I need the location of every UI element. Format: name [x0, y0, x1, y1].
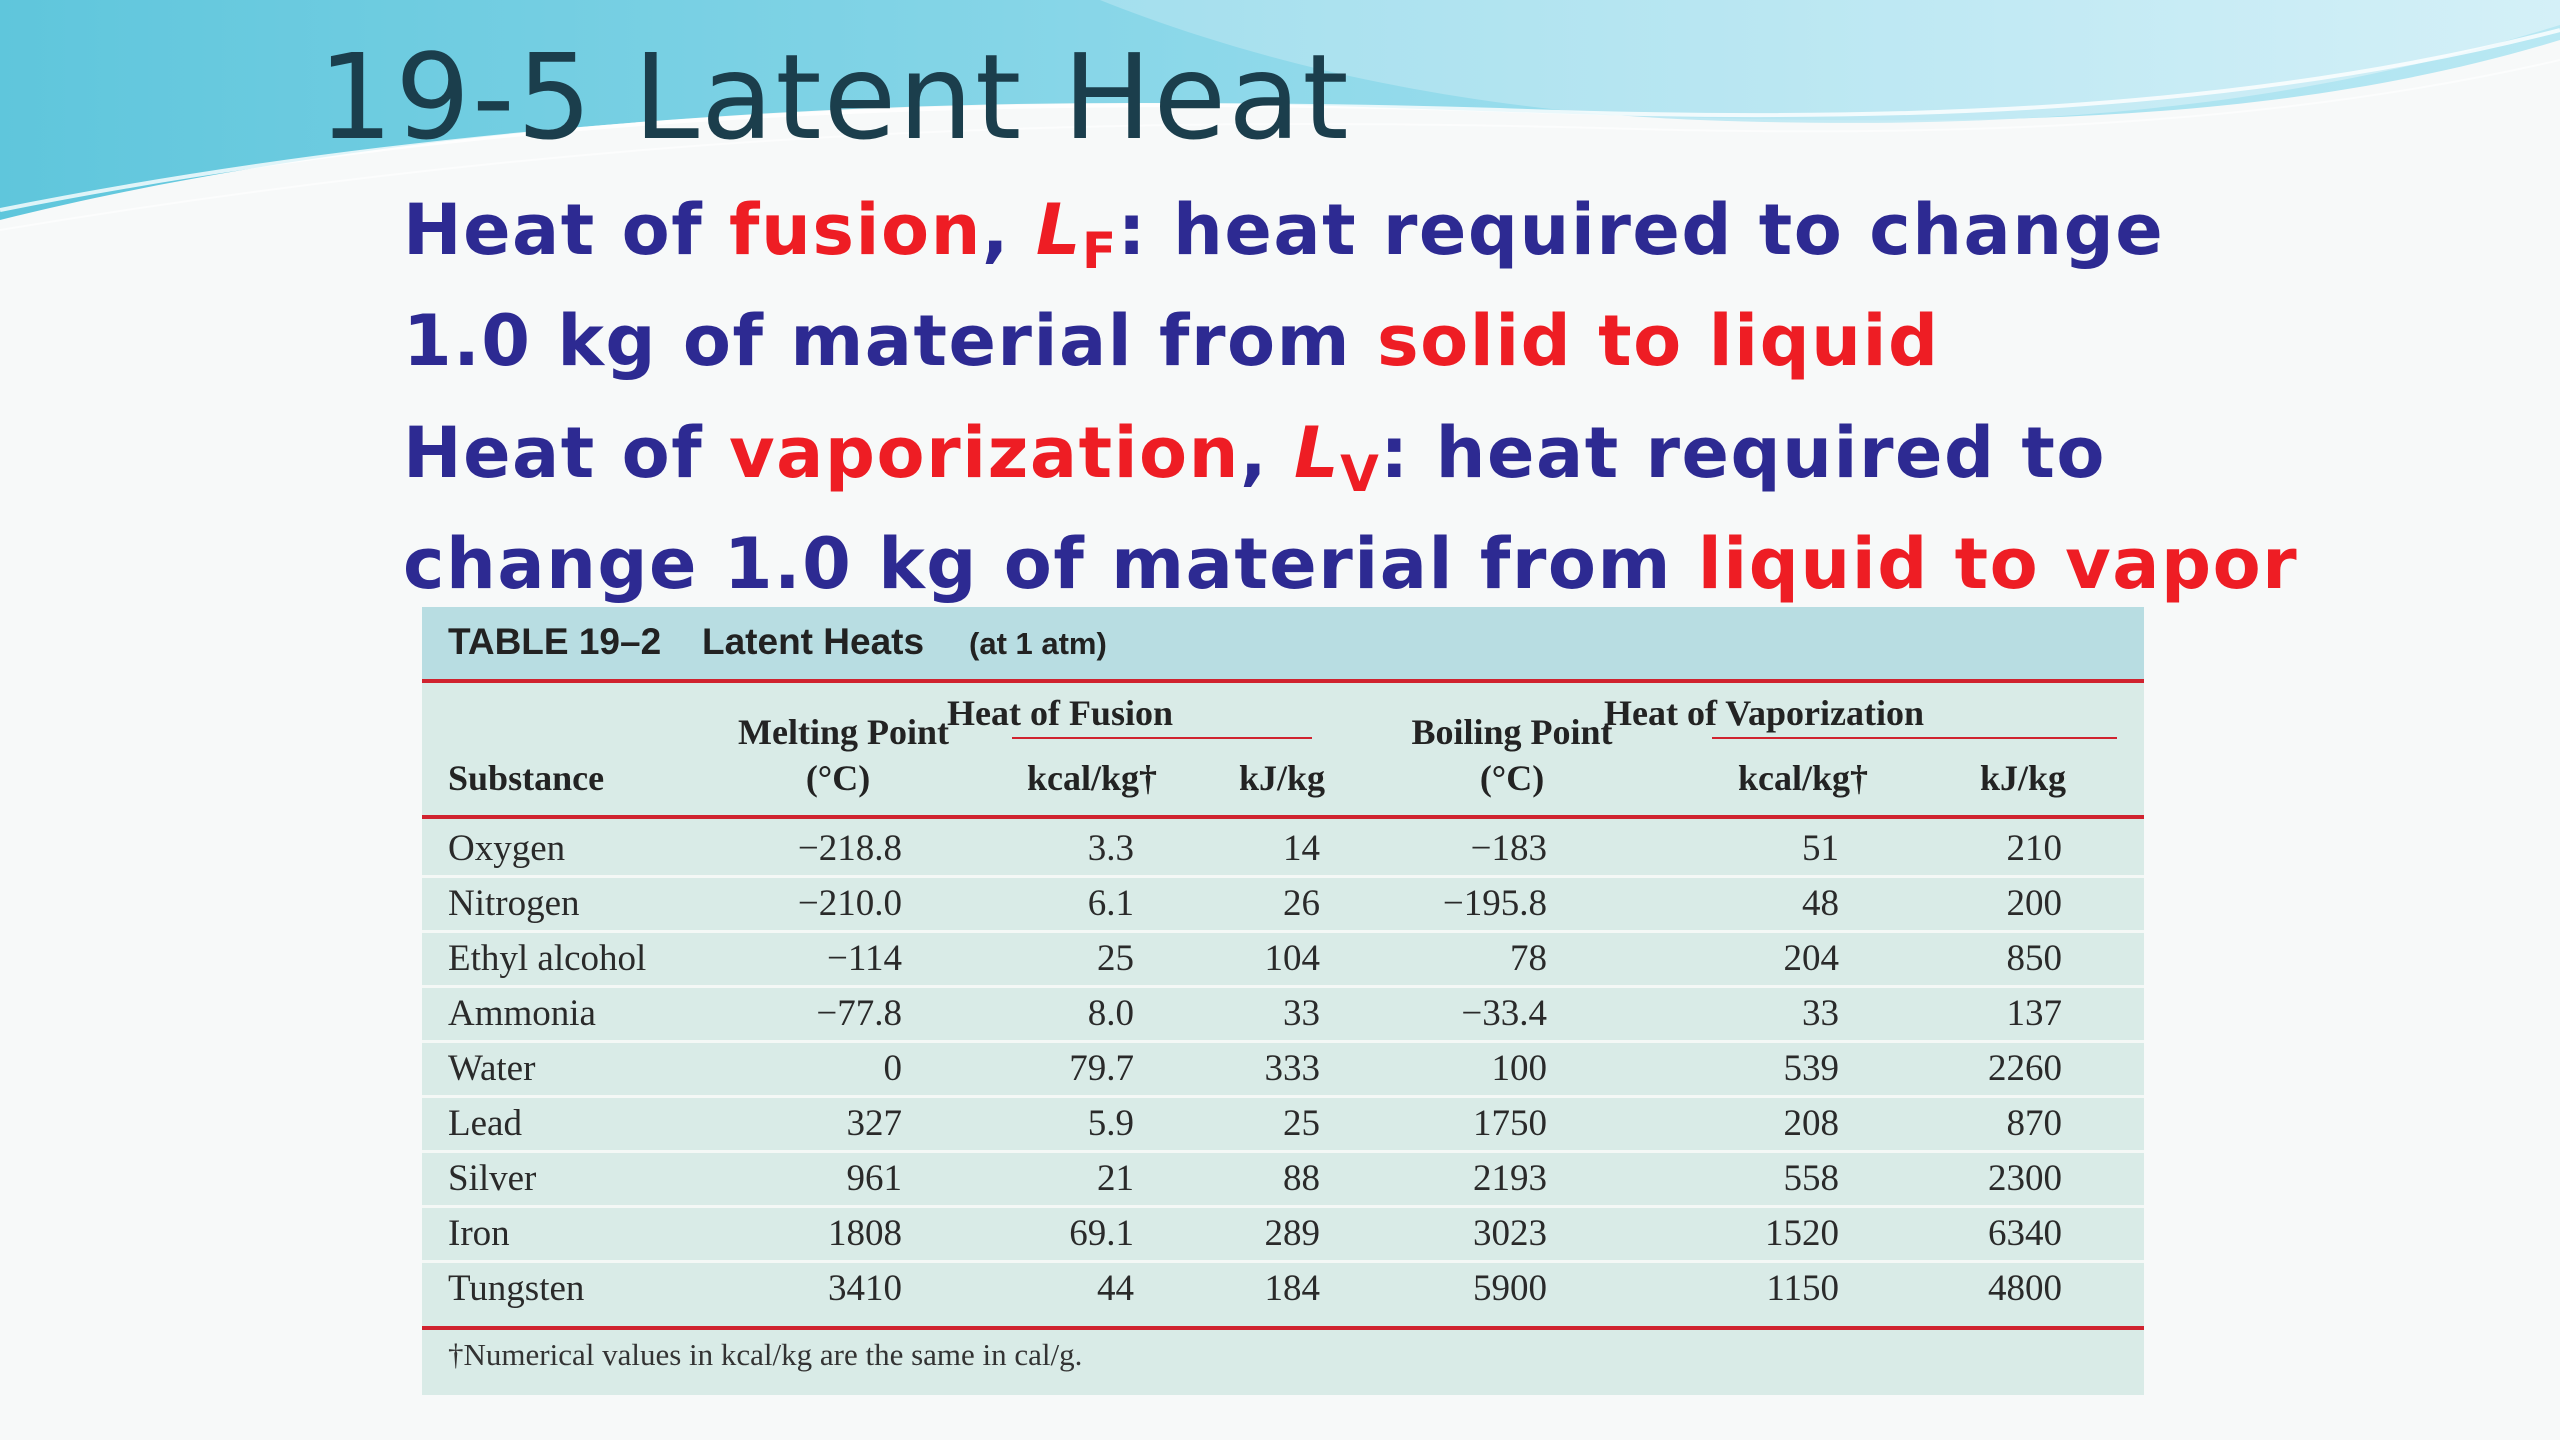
- slide-title: 19-5 Latent Heat: [318, 28, 1351, 166]
- header-boiling-1: Boiling Point: [1411, 712, 1613, 752]
- cell-fus-kj: 26: [1283, 883, 1320, 924]
- vapor-text-4: change 1.0 kg of material from: [403, 523, 1698, 605]
- vapor-text-2: ,: [1240, 412, 1294, 494]
- fusion-keyword: fusion: [729, 189, 982, 271]
- cell-fus-kcal: 8.0: [1087, 993, 1134, 1034]
- cell-vap-kcal: 1520: [1765, 1213, 1839, 1254]
- cell-melting: 961: [846, 1158, 902, 1199]
- cell-fus-kj: 289: [1264, 1213, 1320, 1254]
- cell-fus-kcal: 21: [1097, 1158, 1134, 1199]
- cell-vap-kcal: 1150: [1766, 1268, 1839, 1309]
- fusion-text-3: : heat required to change: [1117, 189, 2165, 271]
- cell-boiling: −183: [1470, 828, 1547, 869]
- cell-fus-kj: 14: [1283, 828, 1320, 869]
- header-boiling-2: (°C): [1479, 758, 1545, 798]
- cell-fus-kj: 104: [1264, 938, 1320, 979]
- cell-vap-kcal: 208: [1783, 1103, 1839, 1144]
- fusion-symbol-subscript: F: [1082, 222, 1118, 280]
- cell-substance: Tungsten: [448, 1268, 585, 1309]
- cell-vap-kj: 2300: [1988, 1158, 2062, 1199]
- cell-substance: Oxygen: [448, 828, 566, 869]
- cell-fus-kj: 33: [1283, 993, 1320, 1034]
- table-footnote: †Numerical values in kcal/kg are the same in cal/g.: [448, 1337, 1083, 1372]
- header-melting-2: (°C): [805, 758, 871, 798]
- vapor-phase-change: liquid to vapor: [1697, 523, 2299, 605]
- cell-vap-kcal: 48: [1802, 883, 1839, 924]
- table-caption: [422, 607, 2144, 679]
- cell-boiling: 100: [1491, 1048, 1547, 1089]
- vapor-text-1: Heat of: [403, 412, 730, 494]
- fusion-symbol: [1035, 189, 1118, 280]
- cell-vap-kcal: 558: [1783, 1158, 1839, 1199]
- cell-melting: 0: [883, 1048, 902, 1089]
- caption-divider: [422, 679, 2144, 683]
- table-label: TABLE 19–2: [448, 621, 662, 662]
- header-fusion-kj: kJ/kg: [1239, 758, 1326, 798]
- row-separator: [422, 1205, 2144, 1208]
- vapor-symbol: [1293, 412, 1381, 503]
- fusion-text-4: 1.0 kg of material from: [403, 300, 1377, 382]
- cell-fus-kj: 25: [1283, 1103, 1320, 1144]
- cell-melting: 1808: [828, 1213, 902, 1254]
- row-separator: [422, 985, 2144, 988]
- cell-fus-kcal: 3.3: [1087, 828, 1134, 869]
- cell-fus-kcal: 25: [1097, 938, 1134, 979]
- vap-group-underline: [1712, 737, 2117, 739]
- cell-substance: Silver: [448, 1158, 537, 1199]
- cell-vap-kj: 4800: [1988, 1268, 2062, 1309]
- cell-vap-kj: 6340: [1988, 1213, 2062, 1254]
- header-fusion-kcal: kcal/kg†: [1027, 758, 1158, 798]
- row-separator: [422, 930, 2144, 933]
- cell-vap-kj: 2260: [1988, 1048, 2062, 1089]
- vapor-keyword: vaporization: [729, 412, 1240, 494]
- latent-heats-table: [422, 607, 2144, 1395]
- cell-substance: Nitrogen: [448, 883, 580, 924]
- fusion-phase-change: solid to liquid: [1376, 300, 1940, 382]
- cell-melting: −77.8: [816, 993, 902, 1034]
- cell-vap-kcal: 539: [1783, 1048, 1839, 1089]
- cell-substance: Iron: [448, 1213, 510, 1254]
- fusion-symbol-letter: L: [1035, 189, 1082, 271]
- fusion-text-2: ,: [981, 189, 1036, 271]
- header-melting-1: Melting Point: [738, 712, 949, 752]
- cell-boiling: 5900: [1473, 1268, 1547, 1309]
- cell-melting: −210.0: [797, 883, 902, 924]
- vapor-symbol-subscript: V: [1340, 445, 1381, 503]
- cell-substance: Ethyl alcohol: [448, 938, 647, 979]
- cell-fus-kj: 184: [1264, 1268, 1320, 1309]
- cell-melting: 327: [846, 1103, 902, 1144]
- table-title: Latent Heats: [702, 621, 925, 662]
- cell-melting: 3410: [828, 1268, 902, 1309]
- row-separator: [422, 1040, 2144, 1043]
- row-separator: [422, 875, 2144, 878]
- header-fusion-group: Heat of Fusion: [946, 693, 1173, 733]
- cell-vap-kj: 850: [2006, 938, 2062, 979]
- footer-divider: [422, 1326, 2144, 1330]
- cell-boiling: 2193: [1473, 1158, 1547, 1199]
- cell-substance: Ammonia: [448, 993, 596, 1034]
- vapor-text-3: : heat required to: [1380, 412, 2106, 494]
- fusion-text-1: Heat of: [403, 189, 730, 271]
- cell-vap-kcal: 204: [1783, 938, 1839, 979]
- vaporization-definition: [403, 408, 2298, 609]
- header-substance: Substance: [448, 758, 605, 798]
- cell-vap-kj: 210: [2006, 828, 2062, 869]
- cell-boiling: 3023: [1473, 1213, 1547, 1254]
- header-divider: [422, 815, 2144, 819]
- fusion-group-underline: [1012, 737, 1312, 739]
- cell-substance: Water: [448, 1048, 536, 1089]
- cell-fus-kj: 88: [1283, 1158, 1320, 1199]
- cell-fus-kcal: 44: [1097, 1268, 1134, 1309]
- cell-melting: −218.8: [797, 828, 902, 869]
- cell-vap-kcal: 33: [1802, 993, 1839, 1034]
- header-vap-group: Heat of Vaporization: [1604, 693, 1924, 733]
- cell-vap-kj: 200: [2006, 883, 2062, 924]
- cell-boiling: −195.8: [1442, 883, 1547, 924]
- header-vap-kj: kJ/kg: [1980, 758, 2067, 798]
- row-separator: [422, 1260, 2144, 1263]
- cell-substance: Lead: [448, 1103, 522, 1144]
- cell-fus-kj: 333: [1264, 1048, 1320, 1089]
- cell-melting: −114: [827, 938, 902, 979]
- table-note: (at 1 atm): [969, 626, 1107, 661]
- row-separator: [422, 1095, 2144, 1098]
- cell-vap-kj: 870: [2006, 1103, 2062, 1144]
- cell-fus-kcal: 5.9: [1087, 1103, 1134, 1144]
- cell-vap-kj: 137: [2006, 993, 2062, 1034]
- fusion-definition: [403, 185, 2164, 386]
- cell-vap-kcal: 51: [1802, 828, 1839, 869]
- cell-fus-kcal: 79.7: [1069, 1048, 1134, 1089]
- cell-boiling: 1750: [1473, 1103, 1547, 1144]
- header-vap-kcal: kcal/kg†: [1738, 758, 1869, 798]
- cell-fus-kcal: 6.1: [1087, 883, 1134, 924]
- cell-boiling: −33.4: [1461, 993, 1547, 1034]
- vapor-symbol-letter: L: [1293, 412, 1341, 494]
- cell-fus-kcal: 69.1: [1069, 1213, 1134, 1254]
- row-separator: [422, 1150, 2144, 1153]
- cell-boiling: 78: [1510, 938, 1547, 979]
